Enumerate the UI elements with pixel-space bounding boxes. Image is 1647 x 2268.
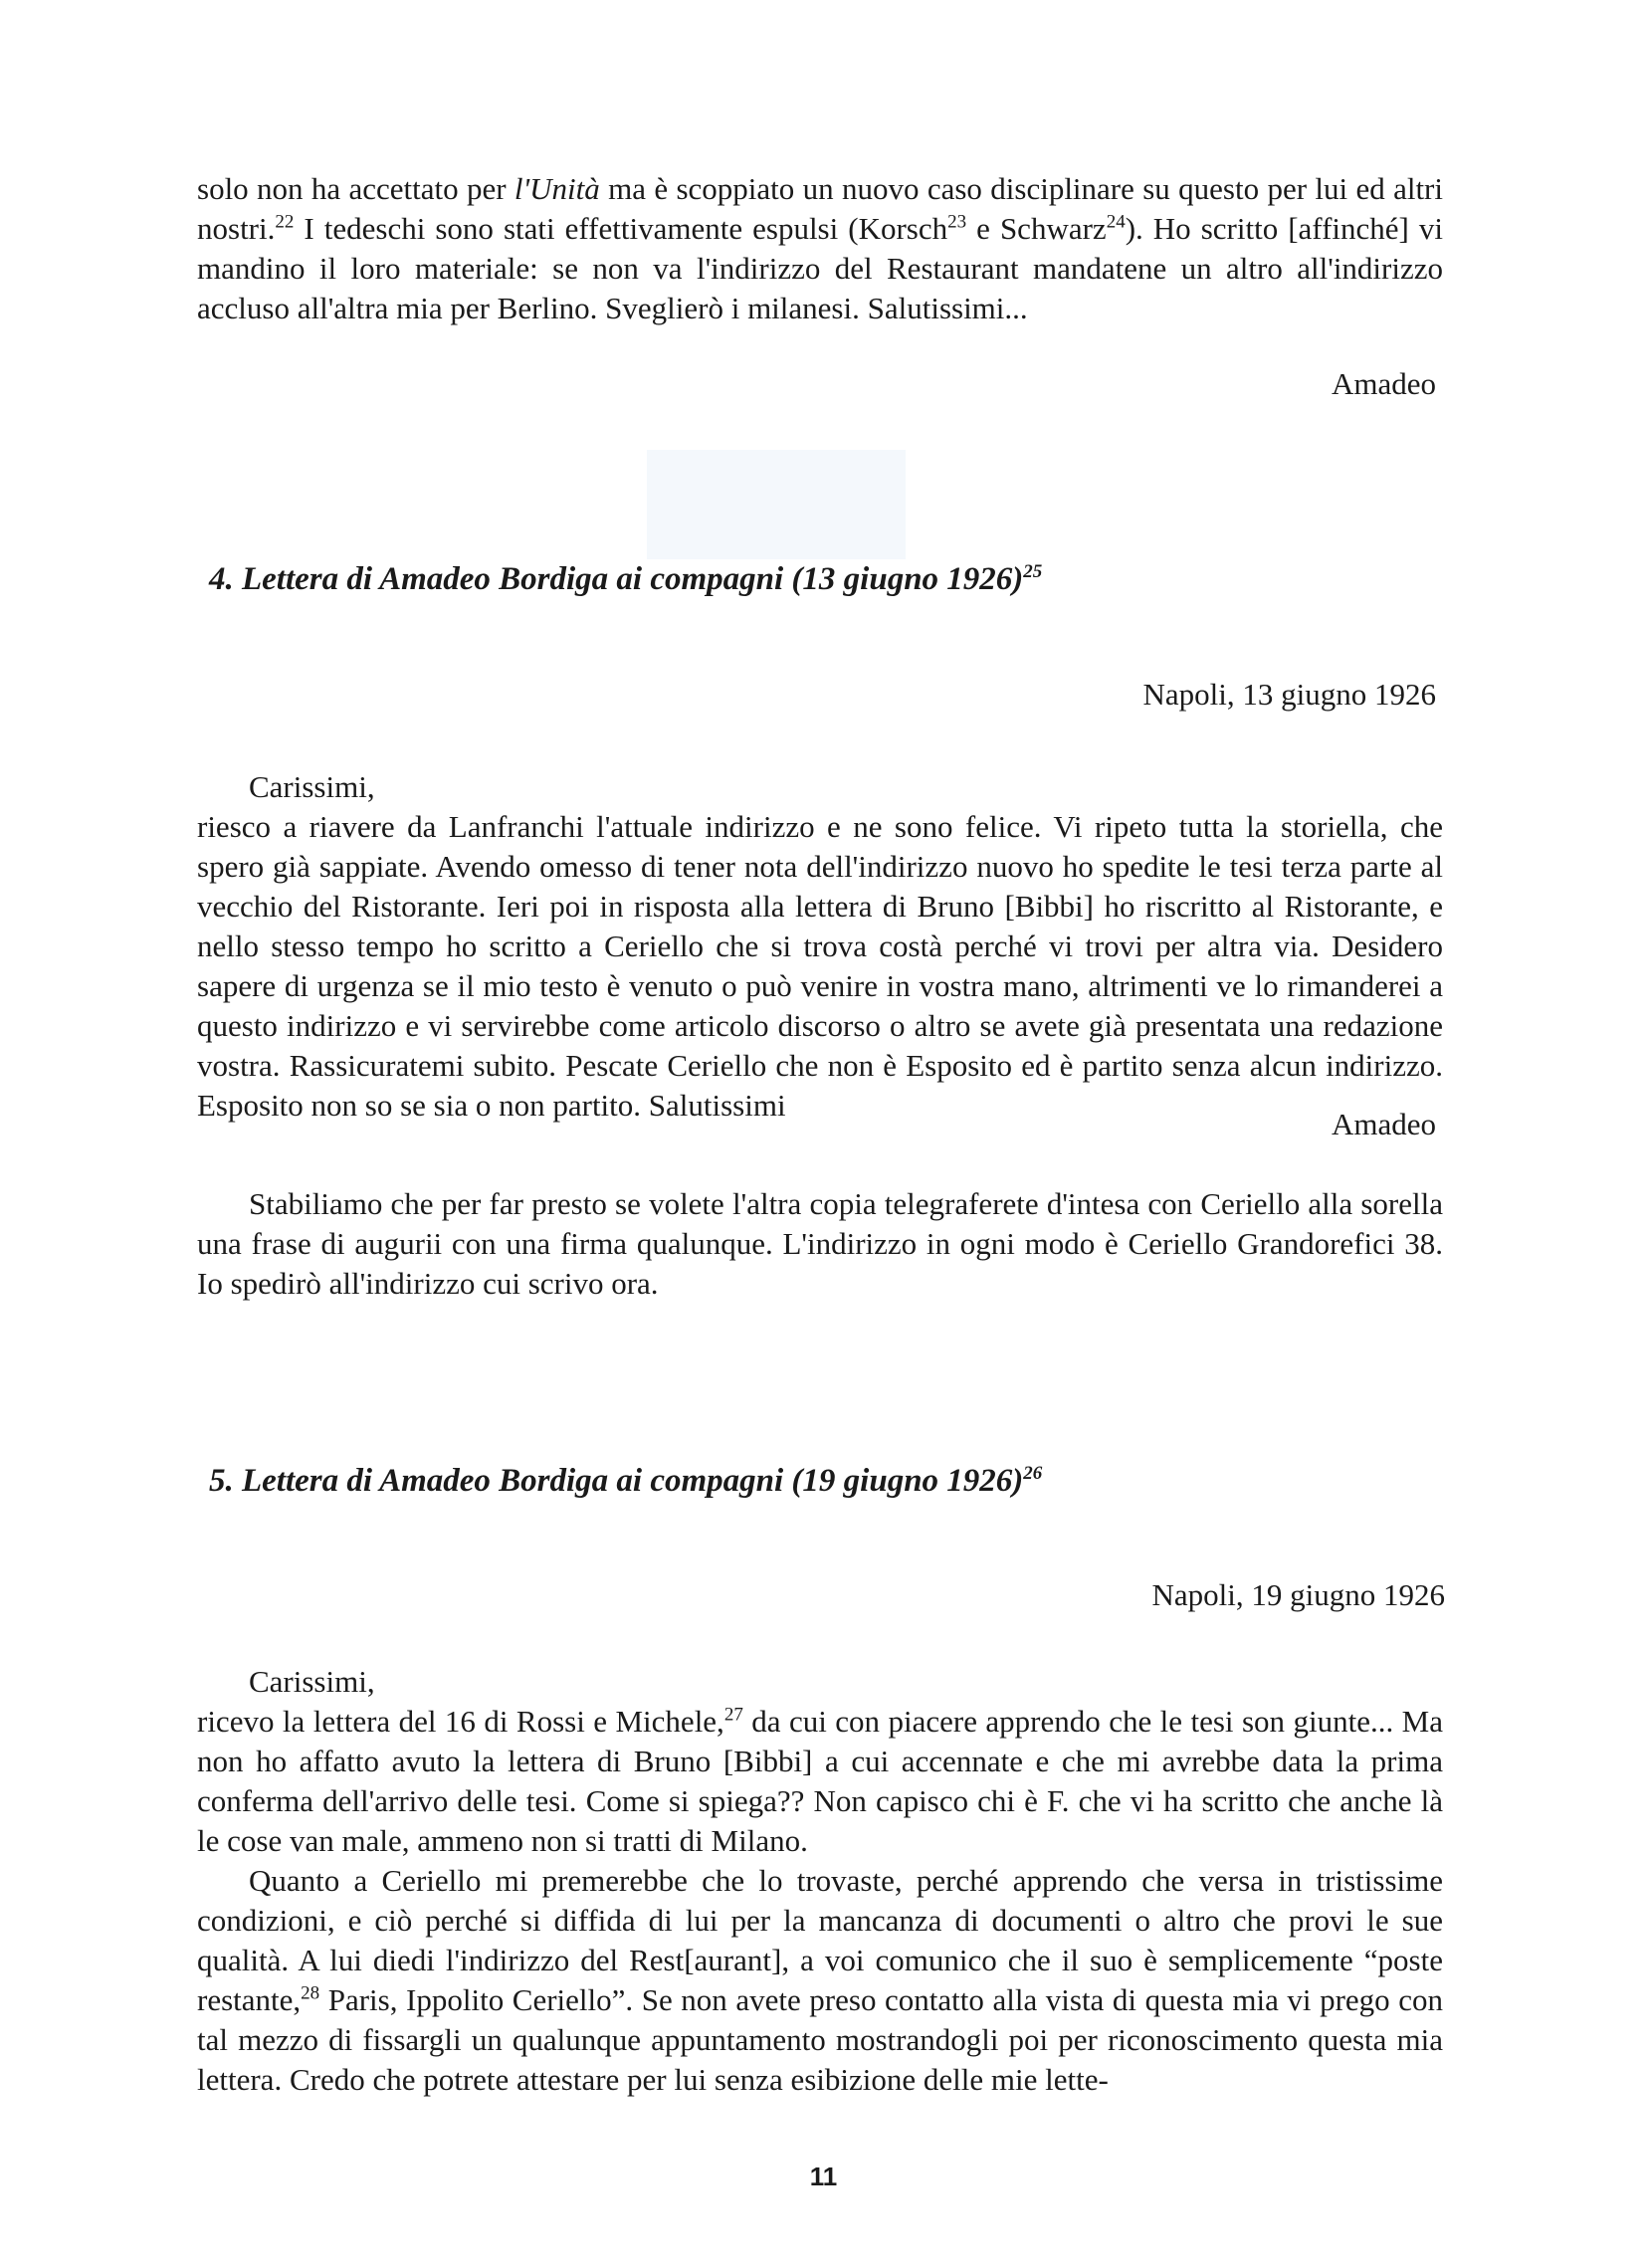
newspaper-title: l'Unità: [514, 171, 600, 206]
scan-artifact: [647, 450, 906, 559]
letter-5-dateline: Napoli, 19 giugno 1926: [1151, 1577, 1445, 1612]
letter-5-salutation: Carissimi,: [249, 1664, 375, 1699]
letter-5-paragraph-2: Quanto a Ceriello mi premerebbe che lo trovaste, perché apprendo che versa in tristissime condizioni, e ciò perché si diffida di lui per la mancanza di documenti o altro che provi le sue qualità. A lui diedi l'indirizzo del Rest[aurant], a voi comunico che il suo è semplicemente “poste restante,$^{28}$ Paris, Ippolito Ceriello”. Se non avete preso contatto alla vista di questa mia vi prego con tal mezzo di fissargli un qualunque appuntamento mostrandogli poi per riconoscimento questa mia lettera. Credo che potrete attestare per lui senza esibizione delle mie lette-: [197, 1863, 1443, 2097]
letter-4-heading: 4. Lettera di Amadeo Bordiga ai compagni (13 giugno 1926)$^{25}$: [209, 561, 1043, 597]
footnote-ref: 23: [947, 211, 967, 233]
footnote-ref: 26: [1023, 1463, 1043, 1484]
footnote-ref: 27: [723, 1704, 743, 1726]
letter-5-body: [197, 1662, 1443, 2100]
footnote-ref: 22: [275, 211, 295, 233]
letter-4-dateline: Napoli, 13 giugno 1926: [1142, 677, 1436, 712]
page-number: 11: [809, 2162, 838, 2191]
footnote-ref: 28: [301, 1982, 320, 2004]
letter-4-paragraph: riesco a riavere da Lanfranchi l'attuale indirizzo e ne sono felice. Vi ripeto tutta la storiella, che spero già sappiate. Avendo omesso di tener nota dell'indirizzo nuovo ho spedite le tesi terza parte al vecchio del Ristorante. Ieri poi in risposta alla lettera di Bruno [Bibbi] ho riscritto al Ristorante, e nello stesso tempo ho scritto a Ceriello che si trova costà perché vi trovi per altra via. Desidero sapere di urgenza se il mio testo è venuto o può venire in vostra mano, altrimenti ve lo rimanderei a questo indirizzo e vi servirebbe come articolo discorso o altro se avete già presentata una redazione vostra. Rassicuratemi subito. Pescate Ceriello che non è Esposito ed è partito senza alcun indirizzo. Esposito non so se sia o non partito. Salutissimi: [197, 809, 1443, 1123]
letter-4-salutation: Carissimi,: [249, 769, 375, 804]
letter-4-signature: Amadeo: [1331, 1107, 1436, 1141]
previous-letter-signature: Amadeo: [1331, 366, 1436, 401]
letter-5-heading: 5. Lettera di Amadeo Bordiga ai compagni (19 giugno 1926)$^{26}$: [209, 1463, 1043, 1499]
previous-letter-tail: [197, 169, 1443, 328]
letter-4-body: [197, 767, 1443, 1126]
footnote-ref: 24: [1106, 211, 1126, 233]
footnote-ref: 25: [1023, 561, 1043, 582]
letter-5-paragraph-1: ricevo la lettera del 16 di Rossi e Michele,$^{27}$ da cui con piacere apprendo che le tesi son giunte... Ma non ho affatto avuto la lettera di Bruno [Bibbi] a cui accennate e che mi avrebbe data la prima conferma dell'arrivo delle tesi. Come si spiega?? Non capisco chi è F. che vi ha scritto che anche là le cose van male, ammeno non si tratti di Milano.: [197, 1704, 1443, 1858]
letter-4-postscript: Stabiliamo che per far presto se volete l'altra copia telegraferete d'intesa con Ceriello alla sorella una frase di augurii con una firma qualunque. L'indirizzo in ogni modo è Ceriello Grandorefici 38. Io spedirò all'indirizzo cui scrivo ora.: [197, 1186, 1443, 1301]
previous-letter-paragraph: solo non ha accettato per l'Unità ma è scoppiato un nuovo caso disciplinare su questo per lui ed altri nostri.$^{22}$ I tedeschi sono stati effettivamente espulsi (Korsch$^{23}$ e Schwarz$^{24}$). Ho scritto [affinché] vi mandino il loro materiale: se non va l'indirizzo del Restaurant mandatene un altro all'indirizzo accluso all'altra mia per Berlino. Sveglierò i milanesi. Salutissimi...: [197, 171, 1443, 325]
